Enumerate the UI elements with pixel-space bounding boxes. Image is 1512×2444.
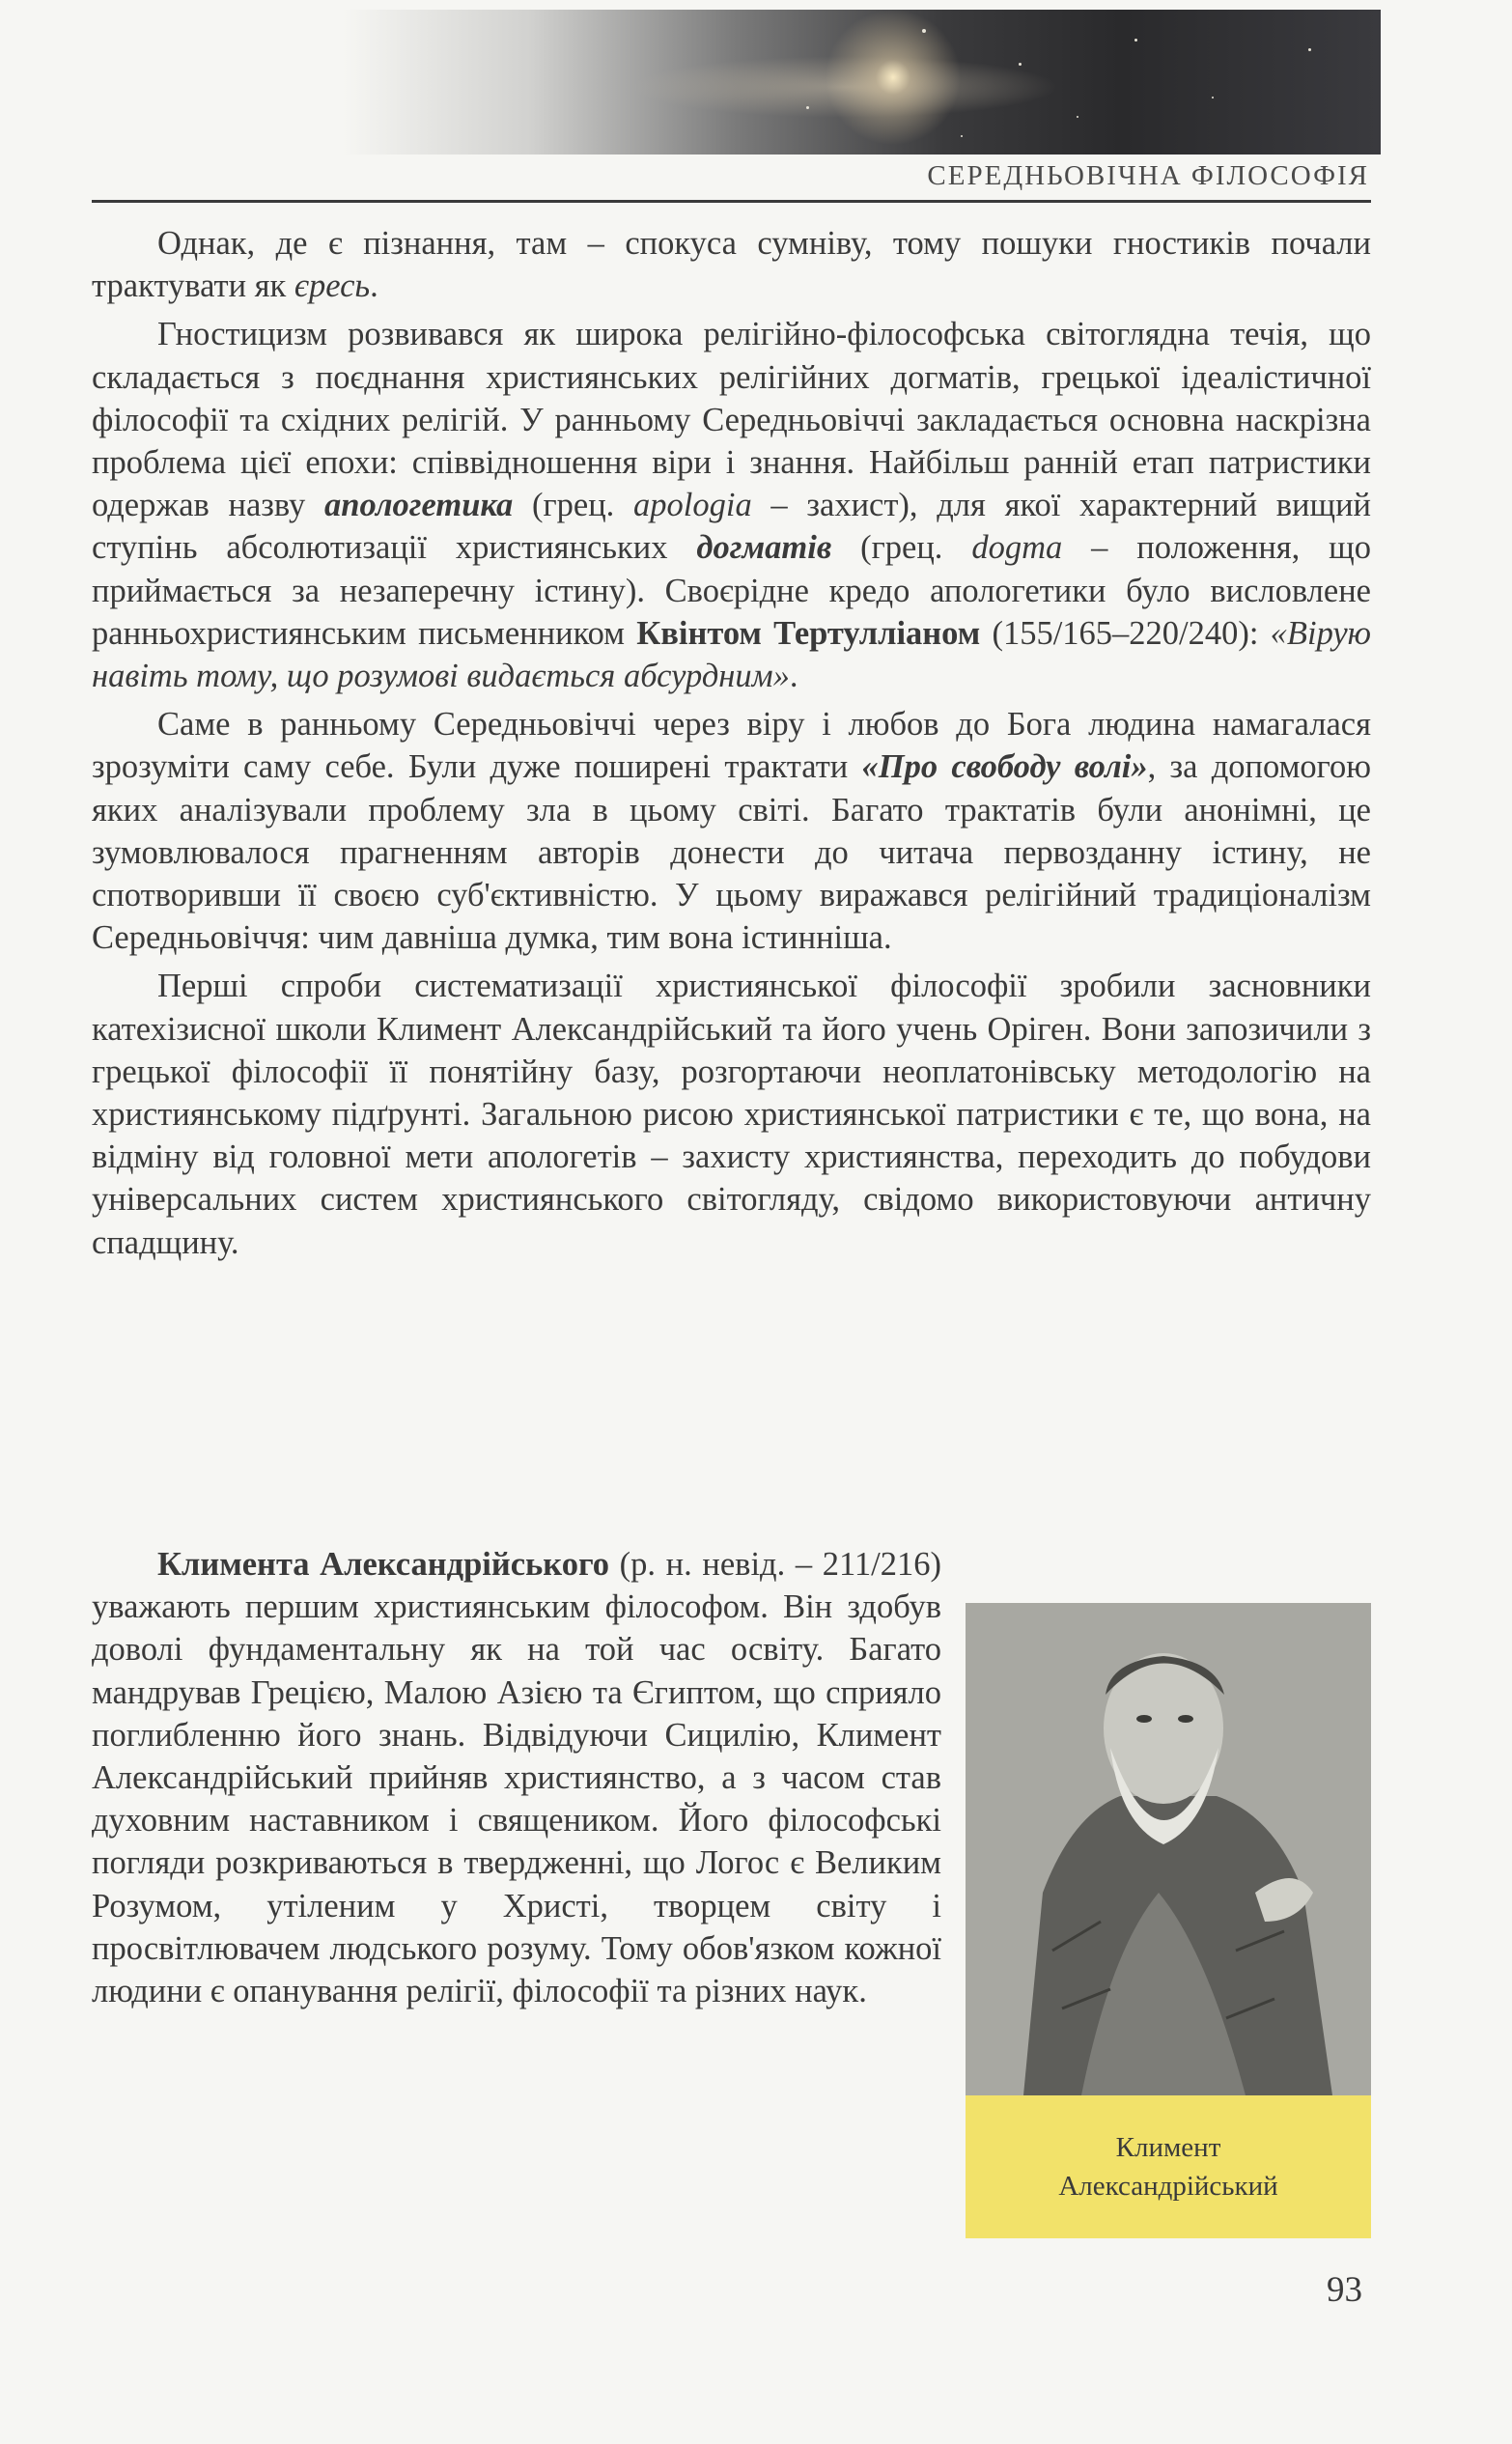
latin-dogma: dogma [971, 529, 1063, 567]
star-dot [806, 106, 809, 109]
star-dot [961, 135, 963, 137]
text-run: – положення, що приймається за незаперечну істину). Своєрідне кредо апологетики було висловлене ранньохристиянським письменником [92, 529, 1371, 652]
latin-apologia: apologia [633, 487, 752, 524]
paragraph-3 [92, 703, 1371, 959]
portrait-caption [966, 2095, 1371, 2238]
text-run: Однак, де є пізнання, там – спокуса сумніву, тому пошуки гностиків почали трактувати як [92, 225, 1371, 305]
portrait-figure [966, 1603, 1371, 2250]
portrait-image [966, 1603, 1371, 2095]
paragraph-4: Перші спроби систематизації християнської філософії зробили засновники катехізисної школи Климент Александрійський та його учень Оріген. Вони запозичили з грецької філософії її понятійну базу, розгортаючи неоплатонівську методологію на християнському підґрунті. Загальною рисою християнської патристики є те, що вона, на відміну від головної мети апологетів – захисту християнства, переходить до побудови універсальних систем християнського світогляду, свідомо використовуючи античну спадщину. [92, 968, 1371, 1261]
running-head: СЕРЕДНЬОВІЧНА ФІЛОСОФІЯ [927, 160, 1369, 191]
text-run: . [370, 267, 378, 305]
quote-credo: «Вірую навіть тому, що розумові видається абсурдним» [92, 614, 1371, 695]
caption-line-1: Климент [1115, 2132, 1221, 2163]
star-dot [1134, 39, 1137, 42]
text-run: (грец. [831, 529, 972, 567]
text-run: . [789, 658, 798, 695]
paragraph-1 [92, 222, 1371, 307]
galaxy-banner-image [343, 10, 1381, 155]
name-tertullian: Квінтом Тертулліаном [636, 614, 981, 652]
term-free-will: «Про свободу волі» [861, 748, 1148, 786]
star-dot [1212, 97, 1214, 98]
star-dot [1077, 116, 1078, 118]
text-run: (р. н. невід. – 211/216) уважають першим християнським філософом. Він здобув доволі фундаментальну як на той час освіту. Багато мандрував Грецією, Малою Азією та Єгиптом, що сприяло поглибленню його знань. Відвідуючи Сицилію, Климент Александрійський прийняв християнство, а з часом став духовним наставником і священиком. Його філософські погляди розкриваються в твердженні, що Логос є Великим Розумом, утіленим у Христі, творцем світу і просвітлювачем людського розуму. Тому обов'язком кожної людини є опанування релігії, філософії та різних наук. [92, 1546, 941, 2010]
name-clement: Климента Александрійського [157, 1546, 610, 1583]
page-number: 93 [1327, 2270, 1362, 2310]
star-dot [1019, 63, 1022, 66]
text-run: (грец. [513, 487, 634, 524]
lower-section [92, 1543, 1371, 2248]
text-run: Гностицизм розвивався як широка релігійно-філософська світоглядна течія, що складається з поєднання християнських релігійних догматів, грецької ідеалістичної філософії та східних релігій. У ранньому Середньовіччі закладається основна наскрізна проблема цієї епохи: співвідношення віри і знання. Найбільш ранній етап патристики одержав назву [92, 316, 1371, 524]
text-run: – захист), для якої характерний вищий ступінь абсолютизації християнських [92, 487, 1372, 567]
clement-paragraph-column [92, 1543, 941, 2012]
term-apologetics: апологетика [324, 487, 514, 524]
main-text [92, 222, 1371, 1264]
header-rule [92, 200, 1371, 203]
star-dot [922, 29, 926, 33]
term-heresy: єресь [294, 267, 371, 305]
paragraph-2 [92, 313, 1371, 697]
text-run: Саме в ранньому Середньовіччі через віру і любов до Бога людина намагалася зрозуміти саму себе. Були дуже поширені трактати [92, 706, 1371, 786]
clement-portrait-icon [966, 1603, 1371, 2095]
text-run: , за допомогою яких аналізували проблему зла в цьому світі. Багато трактатів були анонімні, це зумовлювалося прагненням авторів донести до читача первозданну істину, не спотворивши її своєю суб'єктивністю. У цьому виражався релігійний традиціоналізм Середньовіччя: чим давніша думка, тим вона істинніша. [92, 748, 1372, 957]
caption-line-2: Александрійський [1058, 2171, 1278, 2202]
star-dot [1308, 48, 1311, 51]
term-dogmas: догматів [696, 529, 832, 567]
text-run: (155/165–220/240): [980, 614, 1271, 652]
paragraph-5 [92, 1543, 941, 2012]
